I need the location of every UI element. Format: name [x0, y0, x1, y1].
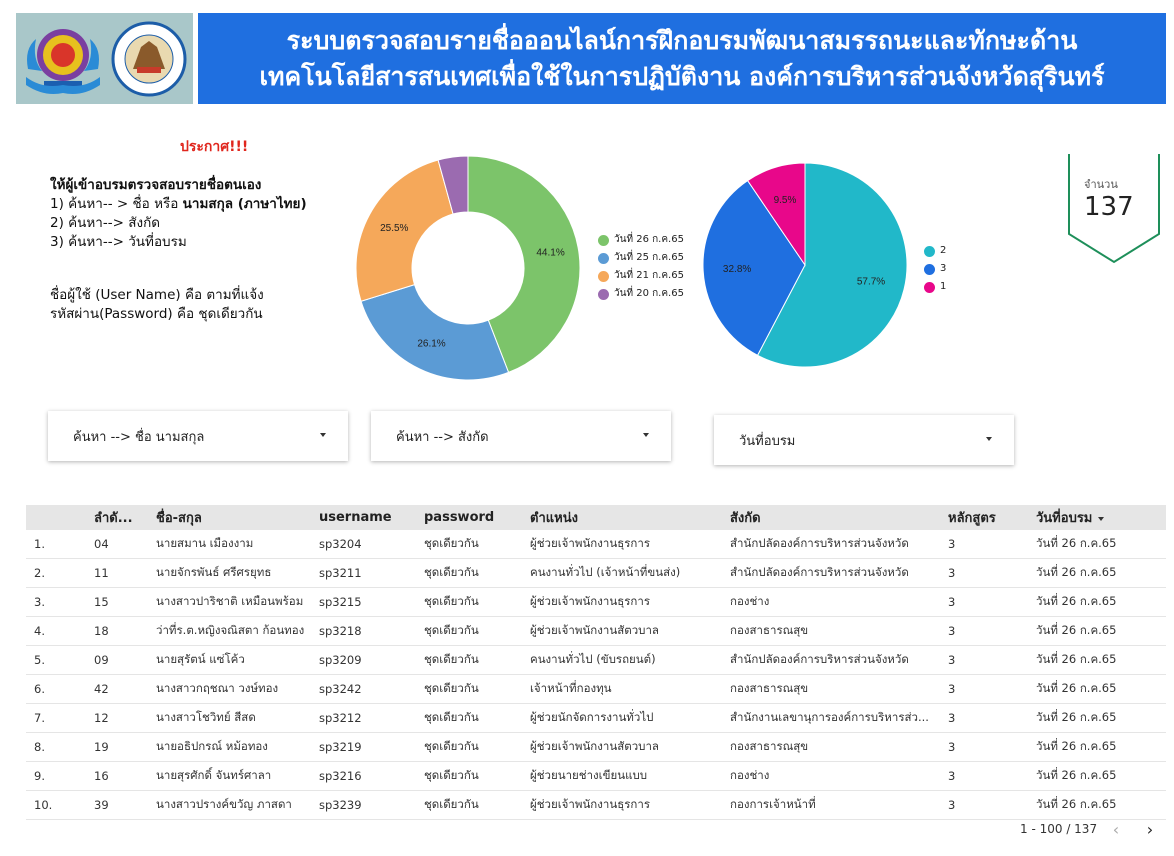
- cell-affiliation: สำนักงานเลขานุการองค์การบริหารส่ว...: [730, 710, 929, 724]
- table-row[interactable]: [26, 791, 1166, 820]
- cell-name: นายสุรศักดิ์ จันทร์ศาลา: [156, 768, 272, 782]
- cell-username: sp3216: [319, 769, 362, 783]
- slice-value-label: 32.8%: [722, 263, 752, 275]
- page-title-banner: [198, 13, 1166, 104]
- header-training-date-label: วันที่อบรม: [1036, 511, 1093, 526]
- cell-training-date: วันที่ 26 ก.ค.65: [1036, 536, 1117, 550]
- table-row[interactable]: [26, 704, 1166, 733]
- header-name[interactable]: ชื่อ-สกุล: [156, 511, 202, 526]
- cell-affiliation: กองสาธารณสุข: [730, 681, 809, 695]
- legend-label: 3: [940, 263, 947, 274]
- table-body: [26, 530, 1166, 820]
- cell-password: ชุดเดียวกัน: [424, 681, 479, 695]
- cell-order: 15: [94, 595, 109, 609]
- legend-swatch: [924, 282, 935, 293]
- cell-training-date: วันที่ 26 ก.ค.65: [1036, 681, 1117, 695]
- cell-password: ชุดเดียวกัน: [424, 565, 479, 579]
- legend-item[interactable]: [924, 242, 946, 260]
- legend-item[interactable]: [598, 285, 684, 303]
- cell-password: ชุดเดียวกัน: [424, 768, 479, 782]
- chevron-right-icon[interactable]: ›: [1146, 820, 1154, 839]
- cell-course: 3: [948, 769, 956, 783]
- cell-username: sp3212: [319, 711, 362, 725]
- cell-password: ชุดเดียวกัน: [424, 739, 479, 753]
- table-header: [26, 505, 1166, 530]
- cell-index: 1.: [34, 537, 45, 551]
- slice-value-label: 25.5%: [380, 222, 409, 234]
- cell-position: คนงานทั่วไป (ขับรถยนต์): [530, 652, 656, 666]
- cell-name: นางสาวกฤชณา วงษ์ทอง: [156, 681, 279, 695]
- cell-affiliation: กองช่าง: [730, 594, 770, 608]
- legend-swatch: [924, 264, 935, 275]
- cell-position: คนงานทั่วไป (เจ้าหน้าที่ขนส่ง): [530, 565, 681, 579]
- cell-course: 3: [948, 798, 956, 812]
- legend-swatch: [598, 289, 609, 300]
- legend-swatch: [598, 235, 609, 246]
- cell-index: 6.: [34, 682, 45, 696]
- cell-course: 3: [948, 537, 956, 551]
- affiliation-filter-dropdown[interactable]: [371, 411, 671, 461]
- cell-username: sp3215: [319, 595, 362, 609]
- cell-password: ชุดเดียวกัน: [424, 710, 479, 724]
- table-row[interactable]: [26, 733, 1166, 762]
- cell-course: 3: [948, 595, 956, 609]
- table-row[interactable]: [26, 762, 1166, 791]
- legend-label: 1: [940, 281, 947, 292]
- legend-item[interactable]: [598, 231, 684, 249]
- cell-affiliation: กองสาธารณสุข: [730, 623, 809, 637]
- legend-swatch: [598, 253, 609, 264]
- legend-item[interactable]: [924, 278, 946, 296]
- legend-label: 2: [940, 245, 947, 256]
- training-date-donut-chart: [340, 150, 590, 390]
- cell-training-date: วันที่ 26 ก.ค.65: [1036, 739, 1117, 753]
- legend-swatch: [924, 246, 935, 257]
- course-pie-chart: [690, 150, 920, 380]
- notice-text: [50, 176, 307, 324]
- cell-course: 3: [948, 566, 956, 580]
- cell-course: 3: [948, 711, 956, 725]
- cell-order: 18: [94, 624, 109, 638]
- cell-name: นางสาวโชวิทย์ สีสด: [156, 710, 256, 724]
- notice-line3: 2) ค้นหา--> สังกัด: [50, 215, 161, 231]
- header-order[interactable]: ลำดั...: [94, 511, 133, 526]
- cell-training-date: วันที่ 26 ก.ค.65: [1036, 710, 1117, 724]
- cell-position: ผู้ช่วยเจ้าพนักงานธุรการ: [530, 797, 650, 811]
- legend-label: วันที่ 21 ก.ค.65: [614, 270, 684, 281]
- legend-label: วันที่ 26 ก.ค.65: [614, 234, 684, 245]
- cell-password: ชุดเดียวกัน: [424, 652, 479, 666]
- legend-swatch: [598, 271, 609, 282]
- slice-value-label: 44.1%: [536, 247, 565, 259]
- table-row[interactable]: [26, 530, 1166, 559]
- cell-username: sp3242: [319, 682, 362, 696]
- legend-item[interactable]: [598, 249, 684, 267]
- legend-item[interactable]: [598, 267, 684, 285]
- cell-order: 19: [94, 740, 109, 754]
- cell-name: นายสุรัตน์ แซ่โค้ว: [156, 652, 245, 666]
- cell-password: ชุดเดียวกัน: [424, 536, 479, 550]
- cell-affiliation: กองช่าง: [730, 768, 770, 782]
- date-filter-dropdown[interactable]: [714, 415, 1014, 465]
- cell-course: 3: [948, 624, 956, 638]
- cell-order: 04: [94, 537, 109, 551]
- table-row[interactable]: [26, 588, 1166, 617]
- cell-username: sp3204: [319, 537, 362, 551]
- cell-name: นายจักรพันธ์ ศรีศรยุทธ: [156, 565, 272, 579]
- affiliation-filter-label: ค้นหา --> สังกัด: [396, 429, 489, 445]
- donut-legend: [598, 231, 684, 303]
- cell-order: 11: [94, 566, 109, 580]
- notice-line1: ให้ผู้เข้าอบรมตรวจสอบรายชื่อตนเอง: [50, 177, 262, 193]
- scorecard-value: 137: [1084, 192, 1134, 222]
- notice-line2b: นามสกุล (ภาษาไทย): [182, 196, 307, 212]
- notice-line5: ชื่อผู้ใช้ (User Name) คือ ตามที่แจ้ง: [50, 287, 264, 303]
- header-username[interactable]: username: [319, 510, 392, 525]
- cell-name: นายอธิปกรณ์ หม้อทอง: [156, 739, 268, 753]
- cell-name: นางสาวปรางค์ขวัญ ภาสดา: [156, 797, 292, 811]
- cell-password: ชุดเดียวกัน: [424, 594, 479, 608]
- university-logo: [22, 19, 104, 99]
- cell-course: 3: [948, 653, 956, 667]
- cell-training-date: วันที่ 26 ก.ค.65: [1036, 623, 1117, 637]
- chevron-left-icon[interactable]: ‹: [1112, 820, 1120, 839]
- cell-password: ชุดเดียวกัน: [424, 623, 479, 637]
- cell-index: 4.: [34, 624, 45, 638]
- cell-training-date: วันที่ 26 ก.ค.65: [1036, 565, 1117, 579]
- header-course[interactable]: หลักสูตร: [948, 511, 996, 526]
- slice-value-label: 57.7%: [856, 276, 886, 288]
- slice-value-label: 26.1%: [417, 338, 446, 350]
- cell-affiliation: กองสาธารณสุข: [730, 739, 809, 753]
- cell-name: นางสาวปาริชาติ เหมือนพร้อม: [156, 594, 304, 608]
- participants-table: [26, 505, 1166, 820]
- table-row[interactable]: [26, 675, 1166, 704]
- cell-position: ผู้ช่วยนายช่างเขียนแบบ: [530, 768, 648, 782]
- legend-item[interactable]: [924, 260, 946, 278]
- notice-title: ประกาศ!!!: [180, 139, 249, 155]
- cell-index: 9.: [34, 769, 45, 783]
- cell-affiliation: สำนักปลัดองค์การบริหารส่วนจังหวัด: [730, 565, 909, 579]
- cell-username: sp3209: [319, 653, 362, 667]
- cell-password: ชุดเดียวกัน: [424, 797, 479, 811]
- date-filter-label: วันที่อบรม: [739, 433, 796, 449]
- header-affiliation[interactable]: สังกัด: [730, 511, 761, 526]
- cell-order: 16: [94, 769, 109, 783]
- slice-value-label: 9.5%: [773, 195, 797, 207]
- legend-label: วันที่ 25 ก.ค.65: [614, 252, 684, 263]
- scorecard-label: จำนวน: [1084, 178, 1118, 191]
- header-training-date[interactable]: [1036, 507, 1166, 528]
- cell-position: ผู้ช่วยเจ้าพนักงานธุรการ: [530, 594, 650, 608]
- cell-position: เจ้าหน้าที่กองทุน: [530, 681, 612, 695]
- pie-slice[interactable]: [361, 285, 509, 380]
- cell-username: sp3219: [319, 740, 362, 754]
- cell-training-date: วันที่ 26 ก.ค.65: [1036, 652, 1117, 666]
- page-title-line1: ระบบตรวจสอบรายชื่อออนไลน์การฝึกอบรมพัฒนาสมรรถนะและทักษะด้าน: [286, 26, 1078, 55]
- cell-course: 3: [948, 740, 956, 754]
- name-filter-dropdown[interactable]: [48, 411, 348, 461]
- cell-order: 42: [94, 682, 109, 696]
- name-filter-label: ค้นหา --> ชื่อ นามสกุล: [73, 429, 205, 445]
- cell-training-date: วันที่ 26 ก.ค.65: [1036, 797, 1117, 811]
- pagination-range: 1 - 100 / 137: [1020, 822, 1098, 836]
- cell-index: 8.: [34, 740, 45, 754]
- chevron-down-icon: [986, 437, 992, 441]
- cell-position: ผู้ช่วยเจ้าพนักงานธุรการ: [530, 536, 650, 550]
- notice-line4: 3) ค้นหา--> วันที่อบรม: [50, 234, 187, 250]
- cell-course: 3: [948, 682, 956, 696]
- chevron-down-icon: [643, 433, 649, 437]
- cell-position: ผู้ช่วยเจ้าพนักงานสัตวบาล: [530, 739, 659, 753]
- provincial-seal-logo: [111, 21, 187, 97]
- header-position[interactable]: ตำแหน่ง: [530, 511, 578, 526]
- cell-index: 7.: [34, 711, 45, 725]
- cell-index: 3.: [34, 595, 45, 609]
- logo-panel: [16, 13, 193, 104]
- cell-training-date: วันที่ 26 ก.ค.65: [1036, 594, 1117, 608]
- cell-affiliation: สำนักปลัดองค์การบริหารส่วนจังหวัด: [730, 536, 909, 550]
- cell-order: 12: [94, 711, 109, 725]
- cell-affiliation: กองการเจ้าหน้าที่: [730, 797, 816, 811]
- sort-desc-icon: [1098, 517, 1104, 521]
- cell-username: sp3239: [319, 798, 362, 812]
- cell-index: 5.: [34, 653, 45, 667]
- notice-line2a: 1) ค้นหา-- > ชื่อ หรือ: [50, 196, 183, 212]
- notice-line2: [50, 195, 307, 214]
- table-row[interactable]: [26, 646, 1166, 675]
- cell-position: ผู้ช่วยเจ้าพนักงานสัตวบาล: [530, 623, 659, 637]
- page-title-line2: เทคโนโลยีสารสนเทศเพื่อใช้ในการปฏิบัติงาน องค์การบริหารส่วนจังหวัดสุรินทร์: [259, 62, 1105, 91]
- cell-username: sp3211: [319, 566, 362, 580]
- notice-line6: รหัสผ่าน(Password) คือ ชุดเดียวกัน: [50, 306, 263, 322]
- legend-label: วันที่ 20 ก.ค.65: [614, 288, 684, 299]
- pie-legend: [924, 242, 946, 296]
- cell-order: 09: [94, 653, 109, 667]
- cell-affiliation: สำนักปลัดองค์การบริหารส่วนจังหวัด: [730, 652, 909, 666]
- cell-name: นายสมาน เมืองงาม: [156, 536, 254, 550]
- cell-index: 10.: [34, 798, 53, 812]
- chevron-down-icon: [320, 433, 326, 437]
- header-password[interactable]: password: [424, 510, 495, 525]
- cell-username: sp3218: [319, 624, 362, 638]
- cell-order: 39: [94, 798, 109, 812]
- cell-training-date: วันที่ 26 ก.ค.65: [1036, 768, 1117, 782]
- cell-name: ว่าที่ร.ต.หญิงจณิสตา ก้อนทอง: [156, 623, 305, 637]
- table-row[interactable]: [26, 617, 1166, 646]
- cell-position: ผู้ช่วยนักจัดการงานทั่วไป: [530, 710, 654, 724]
- table-row[interactable]: [26, 559, 1166, 588]
- cell-index: 2.: [34, 566, 45, 580]
